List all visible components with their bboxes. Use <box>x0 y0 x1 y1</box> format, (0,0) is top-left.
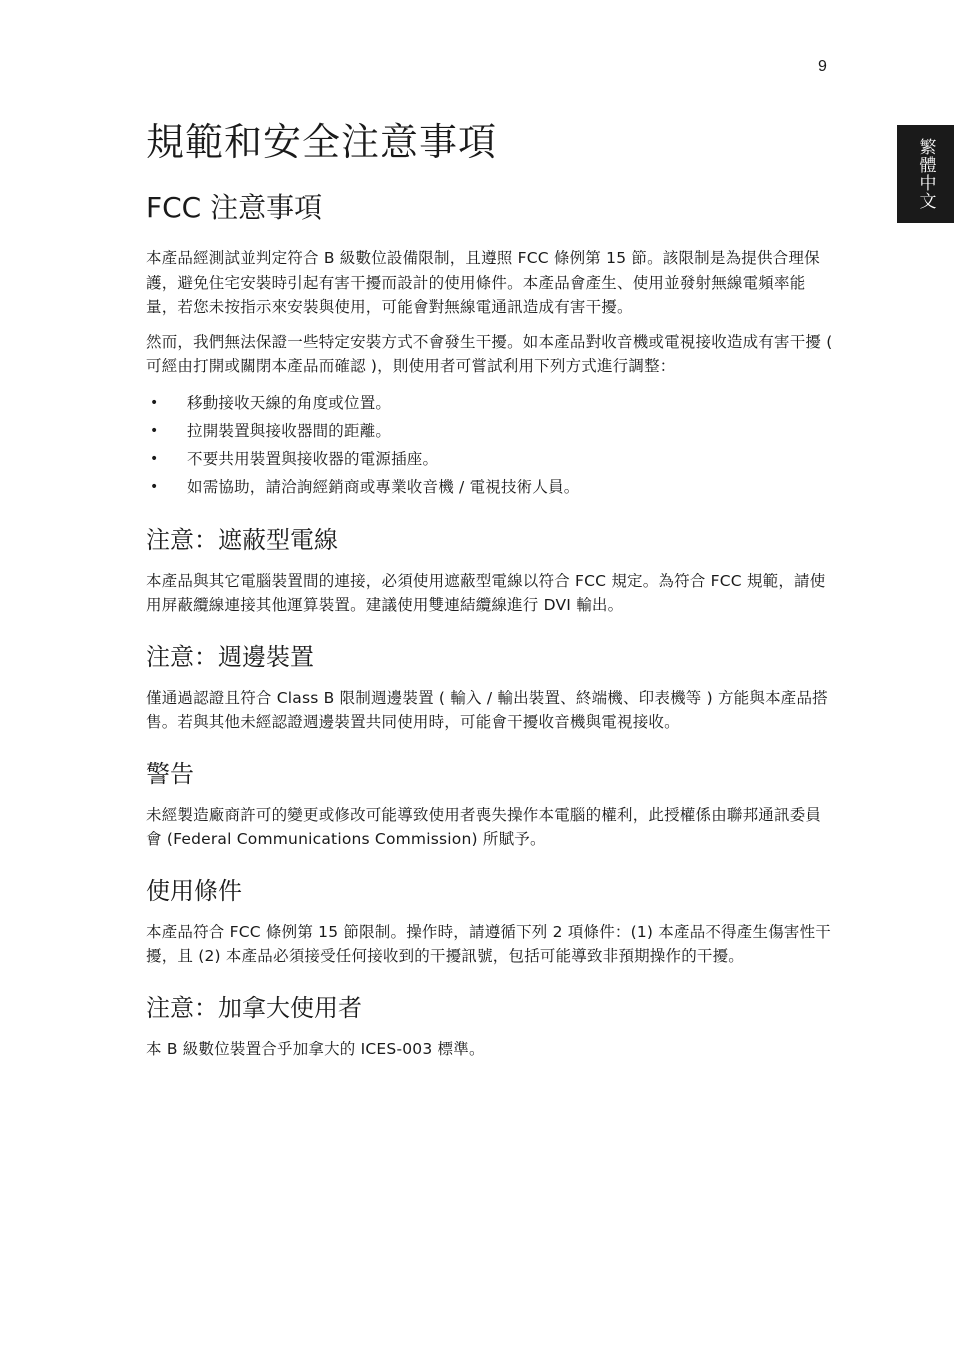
fcc-bullet-list <box>146 389 836 501</box>
canada-heading: 注意：加拿大使用者 <box>146 993 362 1022</box>
bullet-icon: • <box>150 394 159 411</box>
bullet-icon: • <box>150 422 159 439</box>
fcc-paragraph-2: 然而，我們無法保證一些特定安裝方式不會發生干擾。如本產品對收音機或電視接收造成有害干擾 ( 可經由打開或關閉本產品而確認 )，則使用者可嘗試利用下列方式進行調整： <box>146 332 833 375</box>
shielded-cable-heading: 注意：遮蔽型電線 <box>146 525 338 554</box>
shielded-cable-paragraph: 本產品與其它電腦裝置間的連接，必須使用遮蔽型電線以符合 FCC 規定。為符合 FCC 規範，請使用屏蔽纜線連接其他運算裝置。建議使用雙連結纜線進行 DVI 輸出。 <box>146 571 826 614</box>
peripheral-paragraph: 僅通過認證且符合 Class B 限制週邊裝置 ( 輸入 / 輸出裝置、終端機、印表機等 ) 方能與本產品搭售。若與其他未經認證週邊裝置共同使用時，可能會干擾收音機與電視接收。 <box>146 688 828 731</box>
list-item <box>146 417 836 445</box>
conditions-paragraph: 本產品符合 FCC 條例第 15 節限制。操作時，請遵循下列 2 項條件：(1) 本產品不得產生傷害性干擾，且 (2) 本產品必須接受任何接收到的干擾訊號，包括可能導致非預期操作的干擾。 <box>146 922 831 965</box>
language-tab <box>897 125 954 223</box>
conditions-heading: 使用條件 <box>146 876 242 905</box>
list-item-text: 拉開裝置與接收器間的距離。 <box>187 421 392 440</box>
warning-heading: 警告 <box>146 759 194 788</box>
document-body <box>146 118 836 1071</box>
fcc-heading: FCC 注意事項 <box>146 191 323 224</box>
language-tab-label: 繁體中文 <box>915 138 936 210</box>
canada-paragraph: 本 B 級數位裝置合乎加拿大的 ICES-003 標準。 <box>146 1039 485 1058</box>
list-item-text: 不要共用裝置與接收器的電源插座。 <box>187 449 439 468</box>
list-item-text: 移動接收天線的角度或位置。 <box>187 393 392 412</box>
page-title: 規範和安全注意事項 <box>146 120 498 164</box>
list-item-text: 如需協助，請洽詢經銷商或專業收音機 / 電視技術人員。 <box>187 477 580 496</box>
fcc-paragraph-1: 本產品經測試並判定符合 B 級數位設備限制，且遵照 FCC 條例第 15 節。該限制是為提供合理保護，避免住宅安裝時引起有害干擾而設計的使用條件。本產品會產生、使用並發射無線電頻率能量，若您未按指示來安裝與使用，可能會對無線電通訊造成有害干擾。 <box>146 249 820 316</box>
page-number: 9 <box>818 58 827 75</box>
warning-paragraph: 未經製造廠商許可的變更或修改可能導致使用者喪失操作本電腦的權利，此授權係由聯邦通訊委員會 (Federal Communications Commission) 所賦予。 <box>146 805 822 848</box>
bullet-icon: • <box>150 478 159 495</box>
list-item <box>146 389 836 417</box>
peripheral-heading: 注意：週邊裝置 <box>146 642 314 671</box>
bullet-icon: • <box>150 450 159 467</box>
list-item <box>146 473 836 501</box>
list-item <box>146 445 836 473</box>
